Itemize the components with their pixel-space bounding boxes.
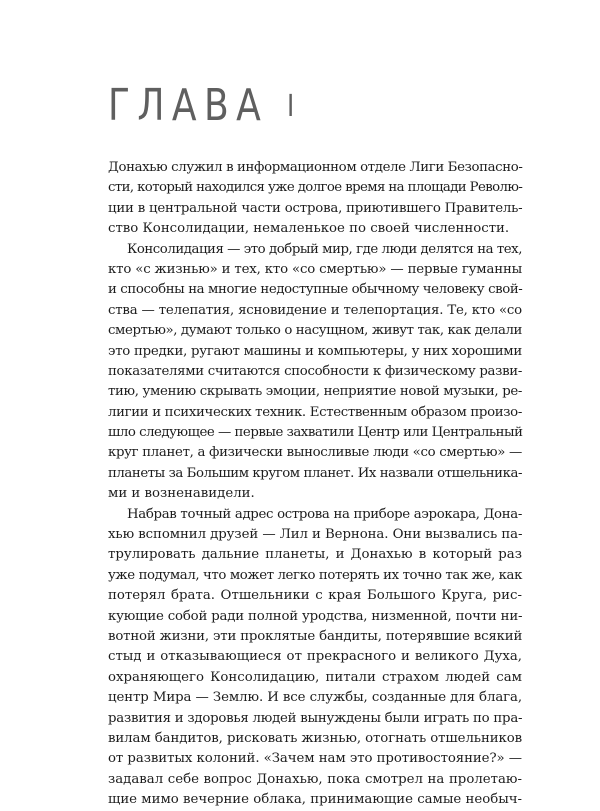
text-line: развития и здоровья людей вынуждены были играть по пра- xyxy=(108,710,523,726)
text-line: охраняющего Консолидацию, питали страхом людей сам xyxy=(108,669,522,685)
text-line: стыд и отказывающиеся от прекрасного и великого Духа, xyxy=(108,649,522,665)
text-line: кующие собой ради полной уродства, низменной, почти ни- xyxy=(108,608,523,624)
chapter-title xyxy=(108,80,295,131)
text-line: Набрав точный адрес острова на приборе аэрокара, Дона- xyxy=(127,506,522,522)
text-line: трулировать дальние планеты, и Донахью в который раз xyxy=(108,547,522,563)
text-line: уже подумал, что может легко потерять их точно так же, как xyxy=(108,567,522,583)
text-line: ство Консолидации, немаленькое по своей численности. xyxy=(108,221,510,237)
chapter-body xyxy=(108,158,522,811)
text-line: Консолидация — это добрый мир, где люди делятся на тех, xyxy=(127,241,522,257)
text-line: круг планет, а физически выносливые люди «со смертью» — xyxy=(108,445,522,461)
text-line: это предки, ругают машины и компьютеры, у них хорошими xyxy=(108,343,522,359)
paragraph-3 xyxy=(108,505,522,811)
text-line: шло следующее — первые захватили Центр или Центральный xyxy=(108,425,523,441)
text-line: ства — телепатия, ясновидение и телепортация. Те, кто «со xyxy=(108,302,522,318)
text-line: вилам бандитов, рисковать жизнью, отогнать отшельников xyxy=(108,730,523,746)
text-line: хью вспомнил друзей — Лил и Вернона. Они вызвались па- xyxy=(108,527,523,543)
text-line: и способны на многие недоступные обычному человеку свой- xyxy=(108,282,523,298)
text-line: потерял брата. Отшельники с края Большого Круга, рис- xyxy=(108,588,522,604)
text-line: от развитых колоний. «Зачем нам это противостояние?» — xyxy=(108,751,522,767)
text-line: ми и возненавидели. xyxy=(108,486,255,502)
text-line: щие мимо вечерние облака, принимающие самые необыч- xyxy=(108,792,522,808)
paragraph-1 xyxy=(108,158,522,240)
chapter-number: I xyxy=(287,89,295,124)
text-line: задавал себе вопрос Донахью, пока смотрел на пролетаю- xyxy=(108,771,522,787)
text-line: ции в центральной части острова, приютившего Правитель- xyxy=(108,200,523,216)
paragraph-2 xyxy=(108,240,522,505)
text-line: показателями считаются способности к физическому разви- xyxy=(108,363,522,379)
text-line: вотной жизни, эти проклятые бандиты, потерявшие всякий xyxy=(108,628,523,644)
text-line: центр Мира — Землю. И все службы, созданные для блага, xyxy=(108,690,522,706)
chapter-label: ГЛАВА xyxy=(108,80,269,131)
text-line: лигии и психических техник. Естественным образом произо- xyxy=(108,404,522,420)
text-line: Донахью служил в информационном отделе Лиги Безопасно- xyxy=(108,160,523,175)
text-line: кто «с жизнью» и тех, кто «со смертью» — первые гуманны xyxy=(108,261,523,277)
text-line: сти, который находился уже долгое время на площади Револю- xyxy=(108,180,523,196)
text-line: тию, умению скрывать эмоции, неприятие новой музыки, ре- xyxy=(108,384,523,400)
text-line: планеты за Большим кругом планет. Их назвали отшельника- xyxy=(108,465,522,481)
text-line: смертью», думают только о насущном, живут так, как делали xyxy=(108,323,522,339)
